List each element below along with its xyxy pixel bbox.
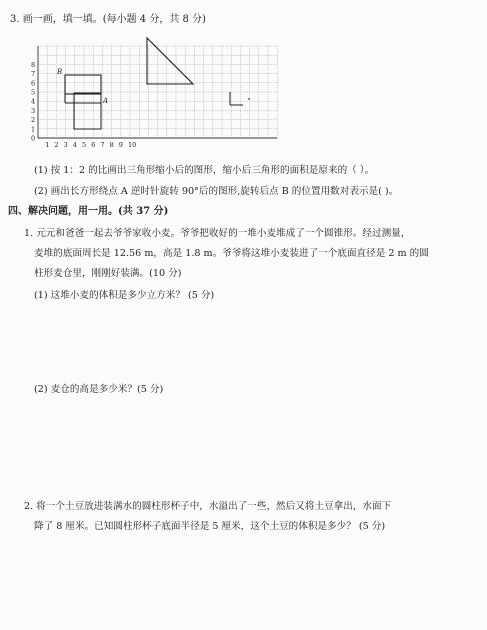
x-tick-label: 5	[82, 141, 87, 149]
point-b-label: B	[57, 68, 63, 76]
rectangle-shape	[65, 75, 101, 129]
x-tick-label: 7	[100, 141, 105, 149]
x-tick-label: 3	[63, 141, 68, 149]
x-tick-label: 2	[54, 141, 59, 149]
question-1-line-3: 柱形麦仓里，刚刚好装满。(10 分)	[34, 268, 182, 279]
x-tick-label: 4	[72, 141, 77, 149]
x-tick-label: 10	[128, 141, 137, 149]
question-3-sub-1: (1) 按 1：2 的比画出三角形缩小后的图形，缩小后三角形的面积是原来的（ ）。	[34, 165, 375, 176]
x-tick-label: 1	[45, 141, 50, 149]
question-1-line-1: 1. 元元和爸爸一起去爷爷家收小麦。爷爷把收好的一堆小麦堆成了一个圆锥形。经过测量，	[24, 228, 411, 239]
question-3-sub-2: (2) 画出长方形绕点 A 逆时针旋转 90°后的图形,旋转后点 B 的位置用数对表示是( )。	[34, 186, 399, 197]
question-3-title: 3. 画一画，填一填。(每小题 4 分，共 8 分)	[10, 14, 206, 25]
y-tick-label: 7	[31, 70, 36, 79]
axis-labels	[31, 61, 136, 149]
coordinate-grid	[22, 30, 284, 158]
y-tick-label: 4	[31, 97, 36, 106]
question-2-line-1: 2. 将一个土豆放进装满水的圆柱形杯子中，水溢出了一些，然后又将土豆拿出，水面下	[24, 501, 392, 512]
triangle-shape	[147, 38, 193, 84]
y-tick-label: 8	[31, 60, 36, 69]
y-tick-label: 6	[31, 79, 36, 88]
point-a-label: A	[103, 97, 109, 105]
y-tick-label: 0	[31, 134, 36, 143]
x-tick-label: 9	[118, 141, 123, 149]
x-tick-label: 8	[109, 141, 114, 149]
x-tick-label: 6	[91, 141, 96, 149]
section-4-title: 四、解决问题，用一用。(共 37 分)	[8, 206, 169, 217]
y-tick-label: 5	[31, 88, 36, 97]
y-tick-label: 1	[31, 125, 36, 134]
question-1-line-2: 麦堆的底面周长是 12.56 m，高是 1.8 m。爷爷将这堆小麦装进了一个底面直径是 2 m 的圆	[34, 248, 429, 259]
grid-svg	[22, 30, 284, 158]
question-2-line-2: 降了 8 厘米。已知圆柱形杯子底面半径是 5 厘米，这个土豆的体积是多少？ (5 分)	[34, 521, 386, 532]
small-mark	[230, 92, 250, 105]
question-1-sub-1: (1) 这堆小麦的体积是多少立方米？ (5 分)	[34, 290, 215, 301]
y-tick-label: 2	[31, 116, 36, 125]
y-tick-label: 3	[31, 106, 36, 115]
question-1-sub-2: (2) 麦仓的高是多少米？(5 分)	[34, 384, 164, 395]
